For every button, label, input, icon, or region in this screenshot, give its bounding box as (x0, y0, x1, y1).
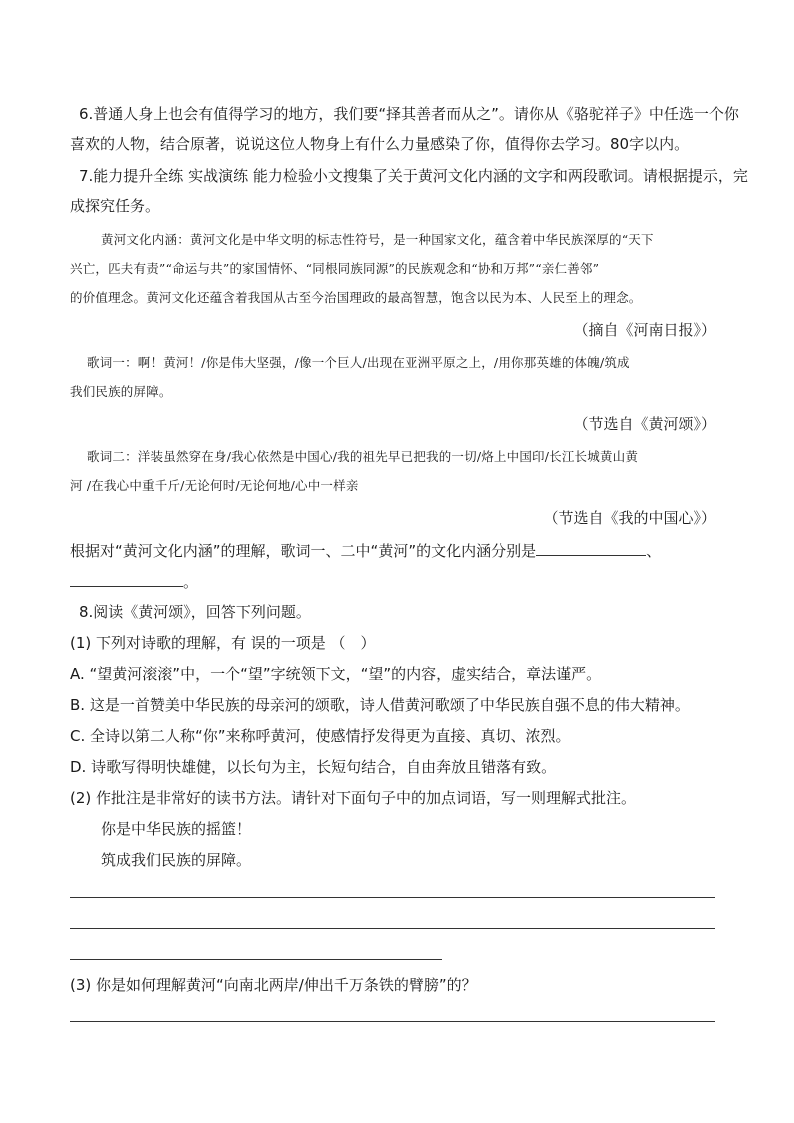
answer-line-1[interactable] (70, 897, 715, 898)
q7-passage-line-3: 的价值理念。黄河文化还蕴含着我国从古至今治国理政的最高智慧，饱含以民为本、人民至上的理念。 (70, 290, 642, 305)
answer-line-4[interactable] (70, 1021, 715, 1022)
answer-line-2[interactable] (70, 928, 715, 929)
q8-sub1-question: (1) 下列对诗歌的理解，有 误的一项是 （ ） (70, 634, 376, 652)
q6-line-2: 喜欢的人物，结合原著，说说这位人物身上有什么力量感染了你，值得你去学习。80字以内。 (70, 135, 690, 153)
q7-task-end: 。 (183, 573, 199, 591)
q7-lyric2-source: （节选自《我的中国心》） (543, 509, 716, 527)
q8-sub3-question: (3) 你是如何理解黄河“向南北两岸/伸出千万条铁的臂膀”的？ (70, 976, 477, 994)
q7-passage-line-1: 黄河文化内涵：黄河文化是中华文明的标志性符号，是一种国家文化，蕴含着中华民族深厚的“天下 (101, 232, 654, 247)
q7-passage-line-2: 兴亡，匹夫有责”“命运与共”的家国情怀、“同根同族同源”的民族观念和“协和万邦”“亲仁善邻” (70, 261, 600, 276)
q7-line-1: 7.能力提升全练 实战演练 能力检验小文搜集了关于黄河文化内涵的文字和两段歌词。请根据提示，完 (79, 167, 748, 185)
answer-line-3[interactable] (70, 959, 442, 960)
q8-option-b: B. 这是一首赞美中华民族的母亲河的颂歌，诗人借黄河歌颂了中华民族自强不息的伟大精神。 (70, 696, 690, 714)
q7-lyric1-source: （节选自《黄河颂》） (573, 415, 716, 433)
q7-lyric2-line-2: 河 /在我心中重千斤/无论何时/无论何地/心中一样亲 (70, 478, 359, 493)
q7-task-sep: 、 (646, 542, 662, 560)
q7-line-2: 成探究任务。 (70, 197, 161, 215)
q7-passage-source: （摘自《河南日报》） (573, 321, 716, 339)
q8-title: 8.阅读《黄河颂》，回答下列问题。 (79, 603, 311, 621)
q6-line-1: 6.普通人身上也会有值得学习的地方，我们要“择其善者而从之”。请你从《骆驼祥子》中任选一个你 (79, 105, 739, 123)
q8-sub2-line-2: 筑成我们民族的屏障。 (101, 851, 252, 869)
q7-lyric1-line-1: 歌词一：啊！黄河！/你是伟大坚强，/像一个巨人/出现在亚洲平原之上，/用你那英雄的体魄/筑成 (87, 355, 630, 370)
q7-task-line-1 (70, 541, 661, 561)
q7-task-text: 根据对“黄河文化内涵”的理解，歌词一、二中“黄河”的文化内涵分别是 (70, 542, 537, 560)
q7-lyric1-line-2: 我们民族的屏障。 (70, 384, 172, 399)
q8-sub2-question: (2) 作批注是非常好的读书方法。请针对下面句子中的加点词语，写一则理解式批注。 (70, 789, 637, 807)
q8-option-a: A. “望黄河滚滚”中，一个“望”字统领下文，“望”的内容，虚实结合，章法谨严。 (70, 665, 602, 683)
answer-blank-1[interactable] (536, 541, 646, 556)
q7-lyric2-line-1: 歌词二：洋装虽然穿在身/我心依然是中国心/我的祖先早已把我的一切/烙上中国印/长江长城黄山黄 (87, 449, 639, 464)
q7-task-line-2 (70, 572, 198, 592)
q8-sub2-line-1: 你是中华民族的摇篮！ (101, 820, 252, 838)
q8-option-d: D. 诗歌写得明快雄健，以长句为主，长短句结合，自由奔放且错落有致。 (70, 758, 557, 776)
answer-blank-2[interactable] (70, 572, 183, 587)
q8-option-c: C. 全诗以第二人称“你”来称呼黄河，使感情抒发得更为直接、真切、浓烈。 (70, 727, 571, 745)
